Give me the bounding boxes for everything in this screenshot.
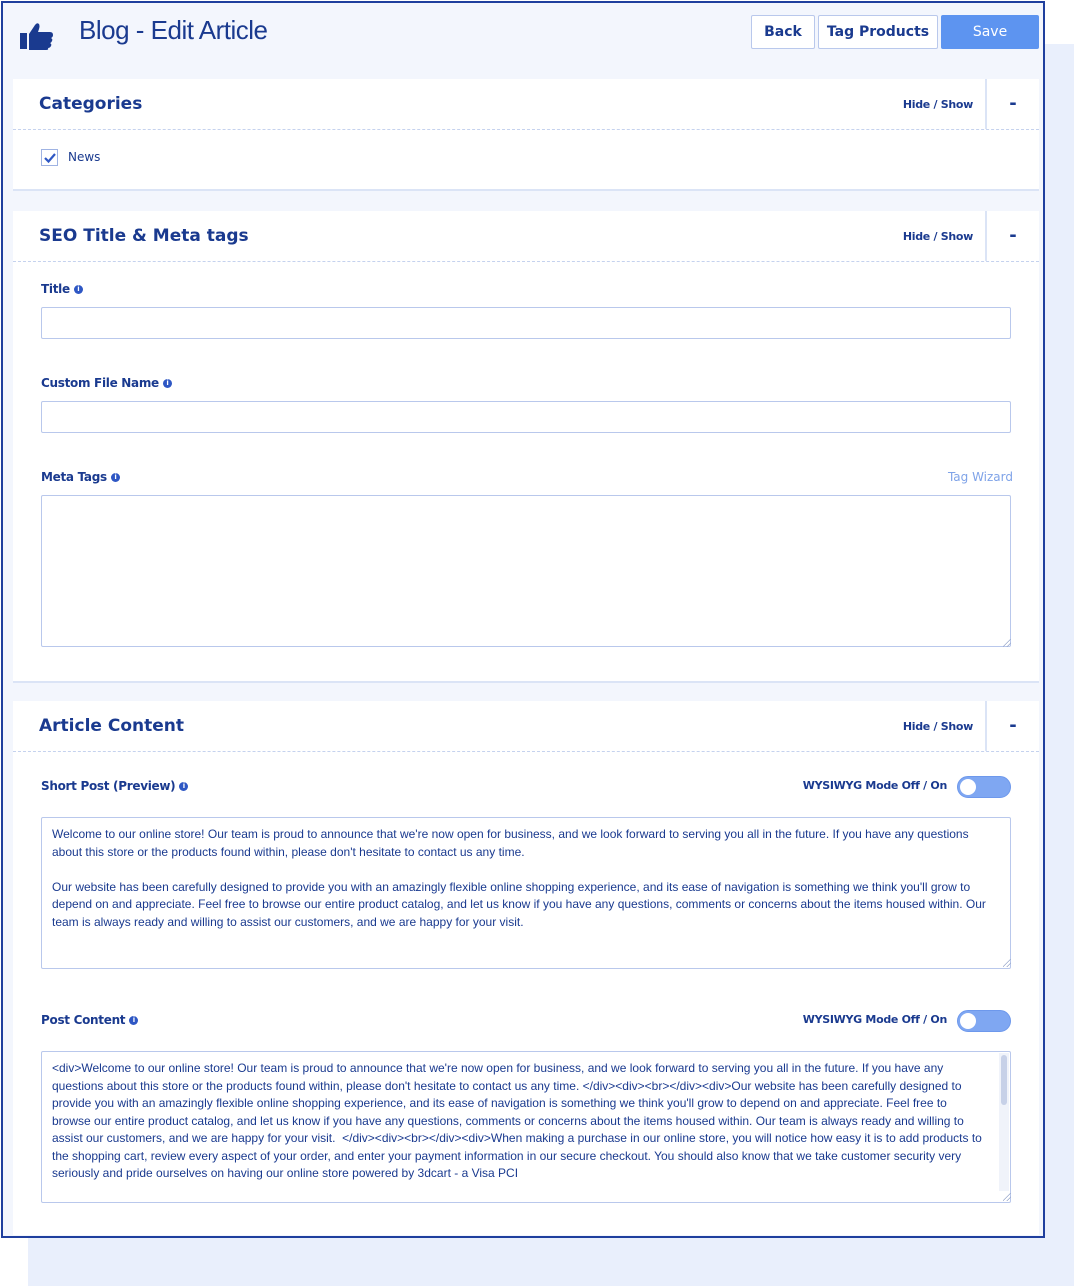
post-content-label-text: Post Content [41, 1013, 126, 1027]
minus-icon: - [1009, 93, 1017, 114]
tag-products-button[interactable]: Tag Products [818, 15, 938, 49]
post-content-wysiwyg-toggle[interactable] [957, 1010, 1011, 1032]
info-icon[interactable]: i [74, 285, 83, 294]
resize-grip-icon[interactable] [1003, 1193, 1011, 1201]
categories-title: Categories [39, 94, 143, 114]
tag-wizard-link[interactable]: Tag Wizard [947, 470, 1013, 484]
minus-icon: - [1009, 225, 1017, 246]
short-post-label [41, 779, 188, 793]
info-icon[interactable]: i [179, 782, 188, 791]
seo-panel-header [13, 211, 1039, 262]
article-panel-header [13, 701, 1039, 752]
meta-tags-label [41, 470, 120, 484]
toggle-knob [960, 1013, 976, 1029]
post-content-label [41, 1013, 138, 1027]
title-input[interactable] [41, 307, 1011, 339]
resize-grip-icon[interactable] [1003, 639, 1011, 647]
short-post-label-text: Short Post (Preview) [41, 779, 176, 793]
categories-hide-show-link[interactable]: Hide / Show [902, 98, 973, 111]
resize-grip-icon[interactable] [1003, 959, 1011, 967]
thumbs-up-icon [19, 21, 55, 51]
short-post-wysiwyg-toggle[interactable] [957, 776, 1011, 798]
categories-panel [13, 79, 1039, 191]
post-content-textarea[interactable]: <div>Welcome to our online store! Our team is proud to announce that we're now open for business, and we look forward to serving you all in the future. If you have any questions about this store or the products found within, please don't hesitate to contact us any time. </div><div><br></div><div>Our website has been carefully designed to provide you with an amazingly flexible online shopping experience, and its ease of navigation is something we think you'll grow to depend on and appreciate. Feel free to browse our entire product catalog, and let us know if you have any questions, comments or concerns about the items housed within. Our team is always ready and willing to assist our customers, and we are happy for your visit. </div><div><br></div><div>When making a purchase in our online store, you will notice how easy it is to add products to the shopping cart, review every aspect of your order, and enter your payment information in our secure checkout. You should also know that we take customer security very seriously and pride ourselves on having our online store powered by 3dcart - a Visa PCI [41, 1051, 1011, 1203]
category-news-label: News [68, 150, 101, 164]
info-icon[interactable]: i [163, 379, 172, 388]
categories-panel-header [13, 79, 1039, 130]
seo-panel [13, 211, 1039, 683]
scrollbar-thumb[interactable] [1001, 1055, 1007, 1105]
meta-tags-label-text: Meta Tags [41, 470, 107, 484]
seo-collapse-button[interactable] [985, 211, 1039, 261]
page-title: Blog - Edit Article [79, 15, 268, 45]
custom-file-name-label [41, 376, 172, 390]
seo-title: SEO Title & Meta tags [39, 226, 249, 246]
article-content-panel [13, 701, 1039, 1235]
custom-file-name-label-text: Custom File Name [41, 376, 159, 390]
info-icon[interactable]: i [129, 1016, 138, 1025]
meta-tags-textarea[interactable] [41, 495, 1011, 647]
seo-hide-show-link[interactable]: Hide / Show [902, 230, 973, 243]
custom-file-name-input[interactable] [41, 401, 1011, 433]
checkmark-icon [43, 151, 57, 165]
toggle-knob [960, 779, 976, 795]
minus-icon: - [1009, 715, 1017, 736]
editor-window [1, 1, 1045, 1238]
article-collapse-button[interactable] [985, 701, 1039, 751]
save-button[interactable]: Save [941, 15, 1039, 49]
short-post-wysiwyg-label: WYSIWYG Mode Off / On [802, 779, 947, 792]
post-content-scrollbar[interactable] [999, 1053, 1009, 1191]
page-header [3, 3, 1043, 65]
back-button[interactable]: Back [751, 15, 815, 49]
article-hide-show-link[interactable]: Hide / Show [902, 720, 973, 733]
title-field-label [41, 282, 83, 296]
article-content-title: Article Content [39, 716, 184, 736]
info-icon[interactable]: i [111, 473, 120, 482]
categories-collapse-button[interactable] [985, 79, 1039, 129]
short-post-textarea[interactable]: Welcome to our online store! Our team is proud to announce that we're now open for business, and we look forward to serving you all in the future. If you have any questions about this store or the products found within, please don't hesitate to contact us any time. Our website has been carefully designed to provide you with an amazingly flexible online shopping experience, and its ease of navigation is something we think you'll grow to depend on and appreciate. Feel free to browse our entire product catalog, and let us know if you have any questions, comments or concerns about the items housed within. Our team is always ready and willing to assist our customers, and we are happy for your visit. [41, 817, 1011, 969]
title-label-text: Title [41, 282, 70, 296]
post-content-wysiwyg-label: WYSIWYG Mode Off / On [802, 1013, 947, 1026]
category-news-checkbox[interactable] [41, 149, 58, 166]
